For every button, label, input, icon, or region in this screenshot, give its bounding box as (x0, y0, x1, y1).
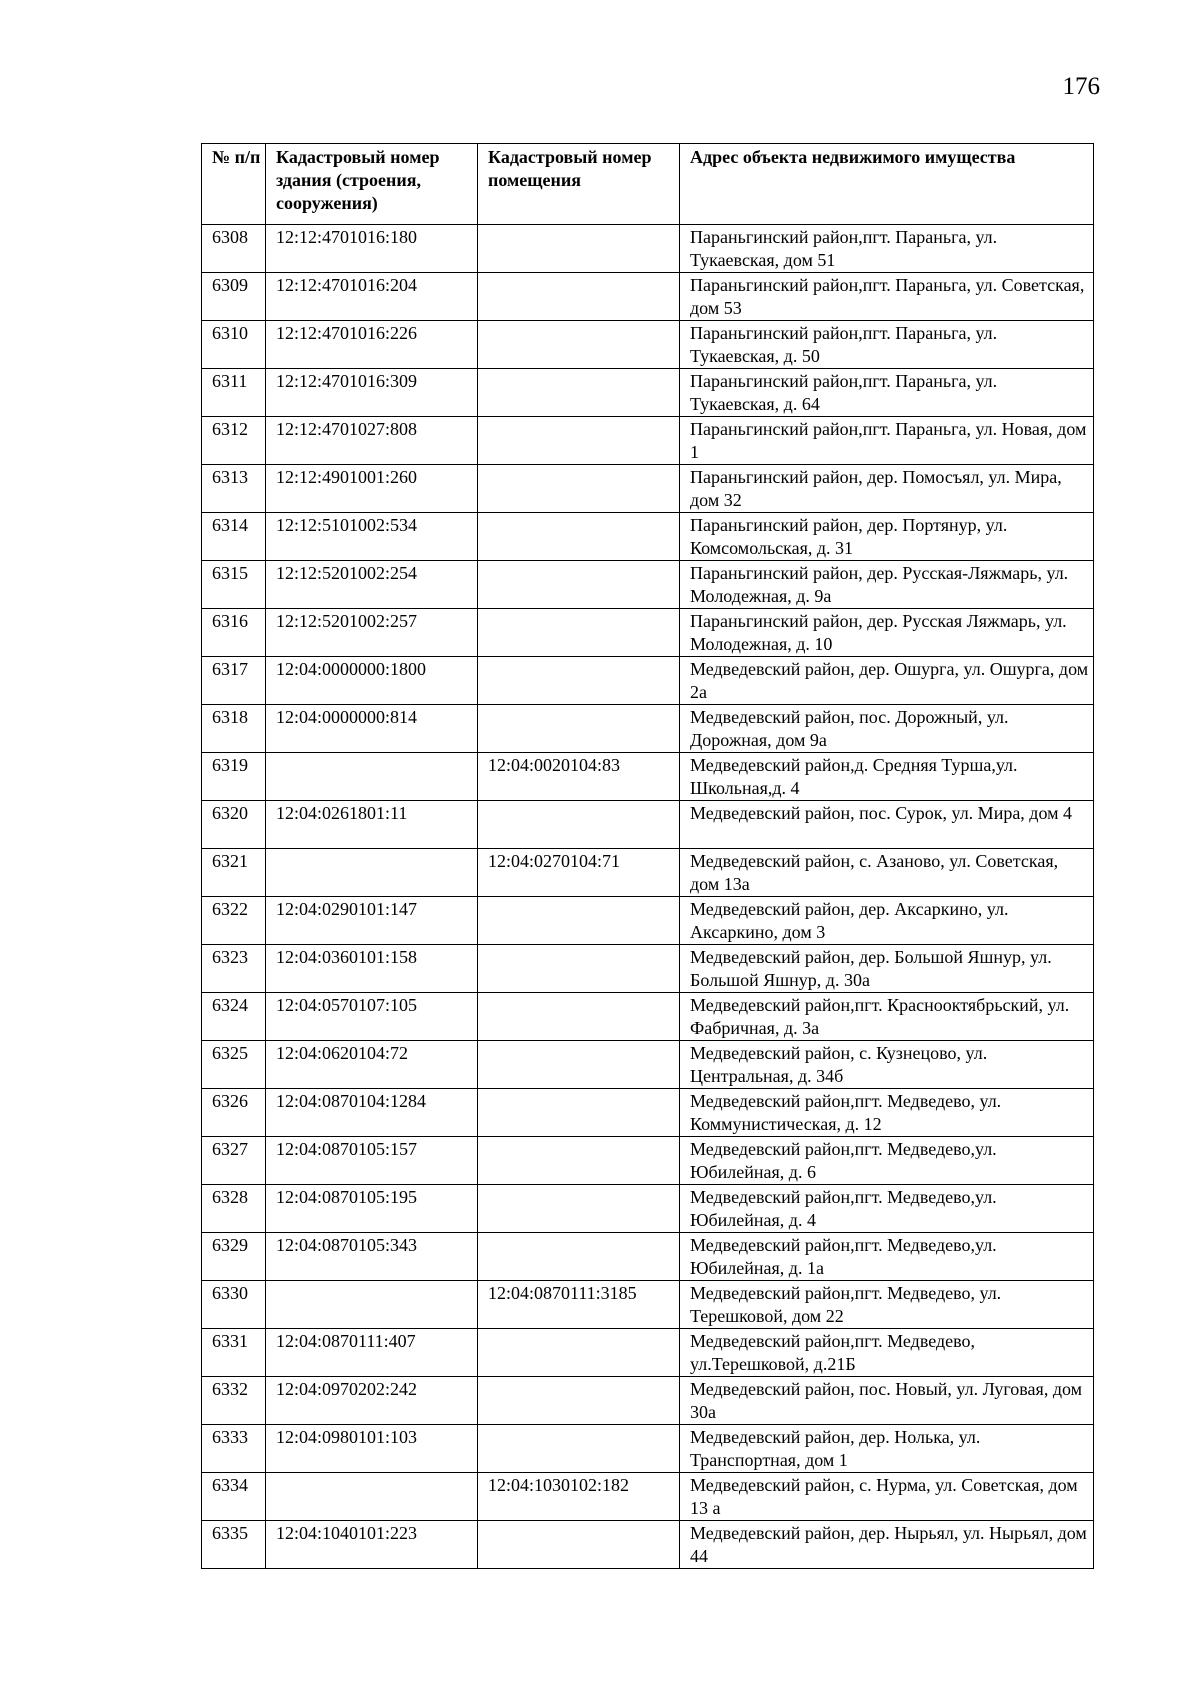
page-number: 176 (1062, 73, 1100, 100)
table-row (202, 1233, 1094, 1281)
cell-number: 6313 (202, 465, 266, 513)
cell-premise-cadastral (478, 561, 680, 609)
cell-building-cadastral: 12:12:5201002:254 (266, 561, 478, 609)
cell-premise-cadastral (478, 945, 680, 993)
cell-building-cadastral: 12:04:0000000:1800 (266, 657, 478, 705)
cell-building-cadastral: 12:04:0980101:103 (266, 1425, 478, 1473)
table-row (202, 849, 1094, 897)
table-row (202, 1329, 1094, 1377)
table-row (202, 1521, 1094, 1569)
cell-building-cadastral: 12:04:0870105:343 (266, 1233, 478, 1281)
cell-address: Медведевский район, дер. Ошурга, ул. Ошурга, дом 2а (680, 657, 1094, 705)
cell-number: 6327 (202, 1137, 266, 1185)
cell-building-cadastral: 12:04:0570107:105 (266, 993, 478, 1041)
cell-number: 6329 (202, 1233, 266, 1281)
cell-address: Медведевский район, с. Кузнецово, ул. Центральная, д. 34б (680, 1041, 1094, 1089)
cell-address: Медведевский район,пгт. Медведево,ул. Юбилейная, д. 6 (680, 1137, 1094, 1185)
cell-address: Медведевский район,пгт. Медведево,ул. Юбилейная, д. 1а (680, 1233, 1094, 1281)
cell-address: Медведевский район, дер. Аксаркино, ул. Аксаркино, дом 3 (680, 897, 1094, 945)
cell-building-cadastral: 12:12:4701016:204 (266, 273, 478, 321)
cell-address: Медведевский район, с. Азаново, ул. Советская, дом 13а (680, 849, 1094, 897)
cell-premise-cadastral (478, 417, 680, 465)
table-row (202, 657, 1094, 705)
cell-number: 6317 (202, 657, 266, 705)
cell-number: 6308 (202, 225, 266, 273)
cell-premise-cadastral (478, 225, 680, 273)
table-row (202, 705, 1094, 753)
cell-premise-cadastral (478, 1089, 680, 1137)
cell-number: 6310 (202, 321, 266, 369)
cell-premise-cadastral (478, 801, 680, 849)
cell-number: 6314 (202, 513, 266, 561)
table-row (202, 321, 1094, 369)
table-row (202, 417, 1094, 465)
table-row (202, 945, 1094, 993)
table-row (202, 1137, 1094, 1185)
cell-address: Медведевский район,пгт. Медведево, ул. Терешковой, дом 22 (680, 1281, 1094, 1329)
cell-building-cadastral: 12:04:0870104:1284 (266, 1089, 478, 1137)
cell-number: 6320 (202, 801, 266, 849)
cell-premise-cadastral: 12:04:0020104:83 (478, 753, 680, 801)
cell-address: Медведевский район, пос. Сурок, ул. Мира, дом 4 (680, 801, 1094, 849)
cell-address: Медведевский район, пос. Дорожный, ул. Дорожная, дом 9а (680, 705, 1094, 753)
cell-building-cadastral: 12:04:0970202:242 (266, 1377, 478, 1425)
table-row (202, 753, 1094, 801)
table-row (202, 993, 1094, 1041)
cell-number: 6315 (202, 561, 266, 609)
cell-building-cadastral: 12:04:1040101:223 (266, 1521, 478, 1569)
table-row (202, 897, 1094, 945)
cell-premise-cadastral (478, 897, 680, 945)
cell-address: Параньгинский район,пгт. Параньга, ул. Тукаевская, д. 64 (680, 369, 1094, 417)
cell-address: Медведевский район, дер. Нолька, ул. Транспортная, дом 1 (680, 1425, 1094, 1473)
table-row (202, 1281, 1094, 1329)
cell-premise-cadastral (478, 657, 680, 705)
cell-number: 6316 (202, 609, 266, 657)
cell-number: 6331 (202, 1329, 266, 1377)
cell-number: 6319 (202, 753, 266, 801)
cell-number: 6332 (202, 1377, 266, 1425)
cell-address: Медведевский район,пгт. Медведево, ул. Коммунистическая, д. 12 (680, 1089, 1094, 1137)
cell-number: 6311 (202, 369, 266, 417)
cell-building-cadastral: 12:04:0870105:157 (266, 1137, 478, 1185)
table-row (202, 1041, 1094, 1089)
cell-premise-cadastral (478, 465, 680, 513)
cell-number: 6324 (202, 993, 266, 1041)
cell-building-cadastral: 12:04:0870105:195 (266, 1185, 478, 1233)
cell-address: Параньгинский район,пгт. Параньга, ул. Тукаевская, дом 51 (680, 225, 1094, 273)
table-row (202, 609, 1094, 657)
cell-number: 6321 (202, 849, 266, 897)
cell-address: Медведевский район, пос. Новый, ул. Луговая, дом 30а (680, 1377, 1094, 1425)
cell-building-cadastral: 12:12:5201002:257 (266, 609, 478, 657)
cell-number: 6318 (202, 705, 266, 753)
cell-building-cadastral: 12:12:4701016:180 (266, 225, 478, 273)
cell-number: 6330 (202, 1281, 266, 1329)
cell-premise-cadastral (478, 513, 680, 561)
header-number: № п/п (202, 144, 266, 225)
cell-premise-cadastral: 12:04:1030102:182 (478, 1473, 680, 1521)
cell-address: Медведевский район,д. Средняя Турша,ул. Школьная,д. 4 (680, 753, 1094, 801)
cell-premise-cadastral (478, 1377, 680, 1425)
cell-premise-cadastral (478, 369, 680, 417)
table-row (202, 369, 1094, 417)
cell-address: Параньгинский район, дер. Русская-Ляжмарь, ул. Молодежная, д. 9а (680, 561, 1094, 609)
table-body (202, 225, 1094, 1569)
table-row (202, 801, 1094, 849)
cell-building-cadastral: 12:12:4701016:226 (266, 321, 478, 369)
cell-number: 6328 (202, 1185, 266, 1233)
cell-premise-cadastral (478, 321, 680, 369)
cell-address: Параньгинский район,пгт. Параньга, ул. Советская, дом 53 (680, 273, 1094, 321)
cell-premise-cadastral (478, 1521, 680, 1569)
cell-number: 6333 (202, 1425, 266, 1473)
cell-premise-cadastral: 12:04:0870111:3185 (478, 1281, 680, 1329)
cell-building-cadastral: 12:12:4701016:309 (266, 369, 478, 417)
cell-premise-cadastral (478, 1041, 680, 1089)
cell-number: 6312 (202, 417, 266, 465)
cell-address: Параньгинский район, дер. Помосъял, ул. Мира, дом 32 (680, 465, 1094, 513)
cell-premise-cadastral (478, 273, 680, 321)
cell-address: Медведевский район,пгт. Медведево, ул.Терешковой, д.21Б (680, 1329, 1094, 1377)
cell-address: Медведевский район, дер. Нырьял, ул. Нырьял, дом 44 (680, 1521, 1094, 1569)
cell-address: Медведевский район,пгт. Краснооктябрьский, ул. Фабричная, д. 3а (680, 993, 1094, 1041)
cell-building-cadastral: 12:04:0360101:158 (266, 945, 478, 993)
cell-address: Медведевский район, дер. Большой Яшнур, ул. Большой Яшнур, д. 30а (680, 945, 1094, 993)
cell-building-cadastral: 12:04:0261801:11 (266, 801, 478, 849)
cell-address: Медведевский район, с. Нурма, ул. Советская, дом 13 а (680, 1473, 1094, 1521)
cell-address: Медведевский район,пгт. Медведево,ул. Юбилейная, д. 4 (680, 1185, 1094, 1233)
cell-premise-cadastral (478, 993, 680, 1041)
table-row (202, 1473, 1094, 1521)
cell-building-cadastral (266, 849, 478, 897)
cell-building-cadastral: 12:04:0000000:814 (266, 705, 478, 753)
table-row (202, 1185, 1094, 1233)
cell-building-cadastral: 12:04:0290101:147 (266, 897, 478, 945)
cell-number: 6335 (202, 1521, 266, 1569)
cell-premise-cadastral (478, 1425, 680, 1473)
header-address: Адрес объекта недвижимого имущества (680, 144, 1094, 225)
header-premise-cadastral: Кадастровый номер помещения (478, 144, 680, 225)
table-row (202, 1377, 1094, 1425)
cell-number: 6323 (202, 945, 266, 993)
cell-building-cadastral: 12:04:0870111:407 (266, 1329, 478, 1377)
cell-building-cadastral: 12:12:4701027:808 (266, 417, 478, 465)
cell-premise-cadastral (478, 705, 680, 753)
cell-building-cadastral (266, 1281, 478, 1329)
cell-premise-cadastral (478, 1185, 680, 1233)
cell-building-cadastral: 12:12:4901001:260 (266, 465, 478, 513)
table-header-row (202, 144, 1094, 225)
cell-building-cadastral (266, 753, 478, 801)
cell-address: Параньгинский район,пгт. Параньга, ул. Новая, дом 1 (680, 417, 1094, 465)
table-row (202, 561, 1094, 609)
table-row (202, 1089, 1094, 1137)
cell-number: 6334 (202, 1473, 266, 1521)
cell-number: 6326 (202, 1089, 266, 1137)
cell-building-cadastral: 12:12:5101002:534 (266, 513, 478, 561)
cell-address: Параньгинский район, дер. Портянур, ул. Комсомольская, д. 31 (680, 513, 1094, 561)
cell-premise-cadastral: 12:04:0270104:71 (478, 849, 680, 897)
cell-number: 6325 (202, 1041, 266, 1089)
table-row (202, 1425, 1094, 1473)
table-row (202, 225, 1094, 273)
cell-number: 6309 (202, 273, 266, 321)
cell-number: 6322 (202, 897, 266, 945)
cell-premise-cadastral (478, 609, 680, 657)
cell-address: Параньгинский район,пгт. Параньга, ул. Тукаевская, д. 50 (680, 321, 1094, 369)
table-row (202, 513, 1094, 561)
property-registry-table (201, 143, 1094, 1569)
cell-premise-cadastral (478, 1233, 680, 1281)
cell-premise-cadastral (478, 1137, 680, 1185)
cell-premise-cadastral (478, 1329, 680, 1377)
cell-address: Параньгинский район, дер. Русская Ляжмарь, ул. Молодежная, д. 10 (680, 609, 1094, 657)
table-row (202, 465, 1094, 513)
cell-building-cadastral: 12:04:0620104:72 (266, 1041, 478, 1089)
header-building-cadastral: Кадастровый номер здания (строения, сооружения) (266, 144, 478, 225)
table-row (202, 273, 1094, 321)
cell-building-cadastral (266, 1473, 478, 1521)
